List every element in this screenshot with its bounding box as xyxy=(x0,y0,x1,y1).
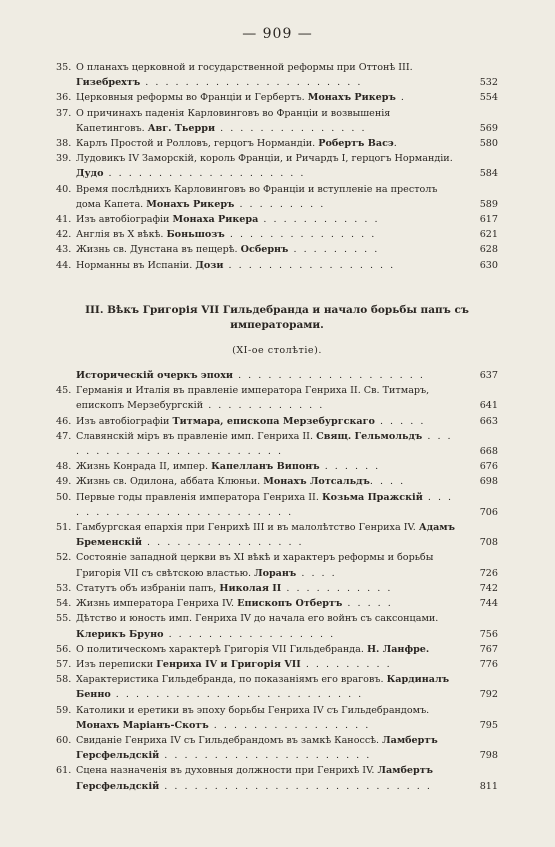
toc-entry xyxy=(56,703,498,733)
entry-page: 792 xyxy=(479,689,498,701)
entry-author: Н. Ланфре. xyxy=(366,643,430,655)
entry-author: Монахъ Рикеръ xyxy=(146,198,235,210)
entry-number: 58. xyxy=(56,674,72,686)
entry-page: 628 xyxy=(479,244,498,256)
entry-author: Ламбертъ Герсфельдскій xyxy=(76,765,434,792)
entry-text: Жизнь Конрада II, импер. xyxy=(76,461,209,473)
toc-entry xyxy=(56,733,498,763)
entry-text: Дѣтство и юность имп. Генриха IV до начала его войнъ съ саксонцами. xyxy=(76,613,439,625)
toc-entry xyxy=(56,596,498,611)
entry-author: Авг. Тьерри xyxy=(147,122,216,134)
entry-number: 45. xyxy=(56,385,72,397)
entry-author: Дудо xyxy=(76,168,104,180)
entry-number: 55. xyxy=(56,613,72,625)
toc-entry xyxy=(56,258,498,273)
entry-text: О планахъ церковной и государственной реформы при Оттонѣ III. xyxy=(76,62,413,73)
entry-dots: . . . . . xyxy=(374,415,426,427)
entry-text: Первые годы правленія императора Генриха II. xyxy=(76,491,319,503)
toc-entry xyxy=(56,520,498,550)
entry-number: 54. xyxy=(56,598,72,610)
entries-bottom xyxy=(56,383,498,793)
entry-number: 59. xyxy=(56,704,72,716)
entry-number: 35. xyxy=(56,62,72,73)
entry-dots: . . . . . . . . . . . . . . . . . xyxy=(223,259,396,271)
entry-dots: . . . . . . . . . . . . . . . . . . . . . . . . xyxy=(76,430,453,458)
entry-text: Славянскій міръ въ правленіе имп. Генриха II. xyxy=(76,430,314,442)
toc-entry xyxy=(56,459,498,474)
toc-entry xyxy=(56,672,498,702)
entry-text: Изъ автобіографіи xyxy=(76,415,170,427)
entry-author: Монахъ Рикеръ xyxy=(307,92,396,104)
entry-author: Монахъ Маріанъ-Скотъ xyxy=(76,719,209,731)
entry-author: Епископъ Отбертъ xyxy=(237,598,343,610)
entry-dots: . . . . . . . . . . . . xyxy=(258,214,380,226)
entry-author: Николая II xyxy=(219,582,282,594)
entry-dots: . . . . xyxy=(296,567,337,579)
entry-text: Англія въ X вѣкѣ. xyxy=(76,229,164,241)
toc-entry xyxy=(56,657,498,672)
entry-dots: . . . . . . . . . . . xyxy=(281,582,393,594)
entry-page: 726 xyxy=(479,567,498,579)
entry-page: 569 xyxy=(479,122,498,134)
toc-entry xyxy=(56,414,498,429)
entry-page: 676 xyxy=(479,461,498,473)
entry-number: 50. xyxy=(56,491,72,503)
entry-author: Гизебрехтъ xyxy=(76,77,141,89)
entry-text: Сцена назначенія въ духовныя должности при Генрихѣ IV. xyxy=(76,765,375,777)
entry-text: Характеристика Гильдебранда, по показаніямъ его враговъ. xyxy=(76,674,384,686)
entry-number: 53. xyxy=(56,582,72,594)
toc-entry xyxy=(56,642,498,657)
entry-dots: . . . . . . . . . . . . . . . xyxy=(224,229,377,241)
entry-page: 744 xyxy=(479,598,498,610)
entry-dots: . . . . . . . . . . . . . . . . . . . . . xyxy=(159,750,372,762)
entry-dots: . . . . . . . . . . . . . . . . . . . . . . . . . xyxy=(110,689,364,701)
toc-entry xyxy=(56,106,498,136)
page-number: — 909 — xyxy=(242,26,313,42)
entry-page: 589 xyxy=(479,198,498,210)
entry-author: Лоранъ xyxy=(254,567,297,579)
entry-page: 663 xyxy=(479,415,498,427)
entry-number: 40. xyxy=(56,183,72,195)
entry-author: Свящ. Гельмольдъ xyxy=(316,430,423,442)
entry-text: Лудовикъ IV Заморскій, король Франціи, и Ричардъ I, герцогъ Нормандіи. xyxy=(76,153,453,165)
entry-number: 49. xyxy=(56,476,72,488)
entry-dots: . . . . . . . . . xyxy=(234,198,326,210)
entry-number: 36. xyxy=(56,92,72,104)
entry-number: 37. xyxy=(56,107,72,119)
toc-entry xyxy=(56,151,498,181)
entry-page: 767 xyxy=(479,643,498,655)
entry-page: 698 xyxy=(479,476,498,488)
entry-author: Адамъ Бременскій xyxy=(76,522,455,549)
entry-page: 811 xyxy=(479,780,498,792)
entry-number: 46. xyxy=(56,415,72,427)
entry-page: 630 xyxy=(479,259,498,271)
entry-dots: . . . . . . . . . . . . xyxy=(203,400,325,412)
toc-entry xyxy=(56,490,498,520)
entry-author: Клерикъ Бруно xyxy=(76,628,164,640)
entry-page: 795 xyxy=(479,719,498,731)
toc-entry xyxy=(56,550,498,580)
entry-dots: . . . . xyxy=(369,476,406,488)
century-subtitle: (XI-ое столѣтіе). xyxy=(232,344,322,356)
entry-author: Робертъ Васэ xyxy=(318,138,394,150)
entry-author: Дози xyxy=(195,259,224,271)
entry-number: 43. xyxy=(56,244,72,256)
entry-number: 61. xyxy=(56,765,72,777)
entry-text: Статутъ объ избраніи папъ, xyxy=(76,582,217,594)
entry-dots: . xyxy=(393,138,399,150)
toc-entry xyxy=(56,90,498,105)
entry-text: Время послѣднихъ Карловинговъ во Франціи и вступленіе на престолъ дома Капета. xyxy=(76,183,438,210)
entry-page: 617 xyxy=(479,214,498,226)
entry-dots: . . . . . . . . . . . . . . . . . . . xyxy=(233,370,425,382)
entry-text: Норманны въ Испаніи. xyxy=(76,259,193,271)
entry-number: 51. xyxy=(56,522,72,534)
toc-entry xyxy=(56,429,498,459)
entry-page: 742 xyxy=(479,582,498,594)
toc-entry xyxy=(56,383,498,413)
entry-dots: . . . . . . xyxy=(319,461,381,473)
entry-dots: . . . . . . . . . . . . . . . . . xyxy=(163,628,336,640)
toc-entry xyxy=(56,474,498,489)
toc-entry-overview xyxy=(56,368,498,383)
section-title: III. Вѣкъ Григорія VII Гильдебранда и начало борьбы папъ съ императорами. xyxy=(85,303,469,331)
entry-dots: . . . . . . . . . . . . . . . . xyxy=(142,537,304,549)
entry-page: 756 xyxy=(479,628,498,640)
entry-page: 798 xyxy=(479,750,498,762)
entry-author: Ламбертъ Герсфельдскій xyxy=(76,734,438,762)
entry-author: Кардиналъ Бенно xyxy=(76,674,450,701)
toc-entry xyxy=(56,581,498,596)
entry-page: 641 xyxy=(479,400,498,412)
entry-author: Генриха IV и Григорія VII xyxy=(156,658,301,670)
entry-dots: . . . . . . . . . . . . . . . . . . . . xyxy=(103,168,306,180)
toc-entry xyxy=(56,60,498,90)
toc-entry xyxy=(56,611,498,641)
entry-text: Состояніе западной церкви въ XI вѣкѣ и характеръ реформы и борьбы Григорія VII съ свѣтскою властью. xyxy=(76,552,434,579)
entry-author: Монахъ Лотсальдъ xyxy=(263,476,370,488)
entry-dots: . xyxy=(395,92,406,104)
entry-text: Историческій очеркъ эпохи xyxy=(76,370,234,382)
toc-entry xyxy=(56,227,498,242)
entry-number: 41. xyxy=(56,214,72,226)
entry-number: 42. xyxy=(56,229,72,241)
entry-number: 44. xyxy=(56,259,72,271)
entry-text: Гамбургская епархія при Генрихѣ III и въ малолѣтство Генриха IV. xyxy=(76,522,416,534)
entry-text: Жизнь императора Генриха IV. xyxy=(76,598,235,610)
entry-dots: . . . . . . . . . . . . . . . . . . . . . . xyxy=(140,77,363,89)
entry-number: 60. xyxy=(56,734,72,746)
table-of-contents xyxy=(56,60,498,794)
entry-dots: . . . . . . . . . xyxy=(300,658,392,670)
entry-dots: . . . . . . . . . . . . . . . . xyxy=(208,719,371,731)
toc-entry xyxy=(56,763,498,793)
entry-page: 637 xyxy=(479,370,498,382)
toc-entry xyxy=(56,182,498,212)
entry-author: Капелланъ Випонъ xyxy=(211,461,320,473)
entry-number: 38. xyxy=(56,138,72,150)
entry-author: Осбернъ xyxy=(240,244,289,256)
entry-author: Монаха Рикера xyxy=(172,214,259,226)
entry-text: Католики и еретики въ эпоху борьбы Генриха IV съ Гильдебрандомъ. xyxy=(76,704,430,716)
entry-dots: . . . . . . . . . . . . . . . . . . . . . . . . . . . xyxy=(159,780,432,792)
entry-number: 48. xyxy=(56,461,72,473)
entry-number: 52. xyxy=(56,552,72,564)
entry-page: 580 xyxy=(479,138,498,150)
entry-dots: . . . . . . . . . . . . . . . xyxy=(215,122,367,134)
entry-page: 584 xyxy=(479,168,498,180)
toc-entry xyxy=(56,212,498,227)
entry-number: 56. xyxy=(56,643,72,655)
entry-text: Карлъ Простой и Ролловъ, герцогъ Нормандіи. xyxy=(76,138,316,150)
entry-author: Козьма Пражскій xyxy=(321,491,423,503)
entries-top xyxy=(56,60,498,273)
toc-entry xyxy=(56,136,498,151)
entry-number: 47. xyxy=(56,430,72,442)
entry-page: 706 xyxy=(479,506,498,518)
toc-entry xyxy=(56,242,498,257)
entry-page: 668 xyxy=(479,446,498,458)
entry-dots: . . . . . . . . . xyxy=(288,244,380,256)
entry-text: Жизнь св. Одилона, аббата Клюньи. xyxy=(76,476,261,488)
entry-page: 532 xyxy=(479,77,498,89)
entry-number: 57. xyxy=(56,658,72,670)
entry-text: О причинахъ паденія Карловинговъ во Франціи и возвышенія Капетинговъ. xyxy=(76,107,391,134)
entry-text: Германія и Италія въ правленіе императора Генриха II. Св. Титмаръ, епископъ Мерзебургскій xyxy=(76,385,430,412)
entry-number: 39. xyxy=(56,153,72,165)
entry-text: Изъ переписки xyxy=(76,658,154,670)
entry-page: 708 xyxy=(479,537,498,549)
entry-author: Боньшозъ xyxy=(166,229,225,241)
entry-page: 621 xyxy=(479,229,498,241)
entry-text: Свиданіе Генриха IV съ Гильдебрандомъ въ замкѣ Каноссѣ. xyxy=(76,734,380,746)
entry-dots: . . . . . xyxy=(342,598,393,610)
entry-text: Церковныя реформы во Франціи и Гербертъ. xyxy=(76,92,305,104)
entry-text: О политическомъ характерѣ Григорія VII Гильдебранда. xyxy=(76,643,364,655)
entry-page: 776 xyxy=(479,658,498,670)
entry-author: Титмара, епископа Мерзебургскаго xyxy=(172,415,375,427)
entry-page: 554 xyxy=(479,92,498,104)
entry-text: Жизнь св. Дунстана въ пещерѣ. xyxy=(76,244,238,256)
entry-text: Изъ автобіографіи xyxy=(76,214,170,226)
entry-dots: . . . . . . . . . . . . . . . . . . . . . . . . . xyxy=(76,491,454,518)
